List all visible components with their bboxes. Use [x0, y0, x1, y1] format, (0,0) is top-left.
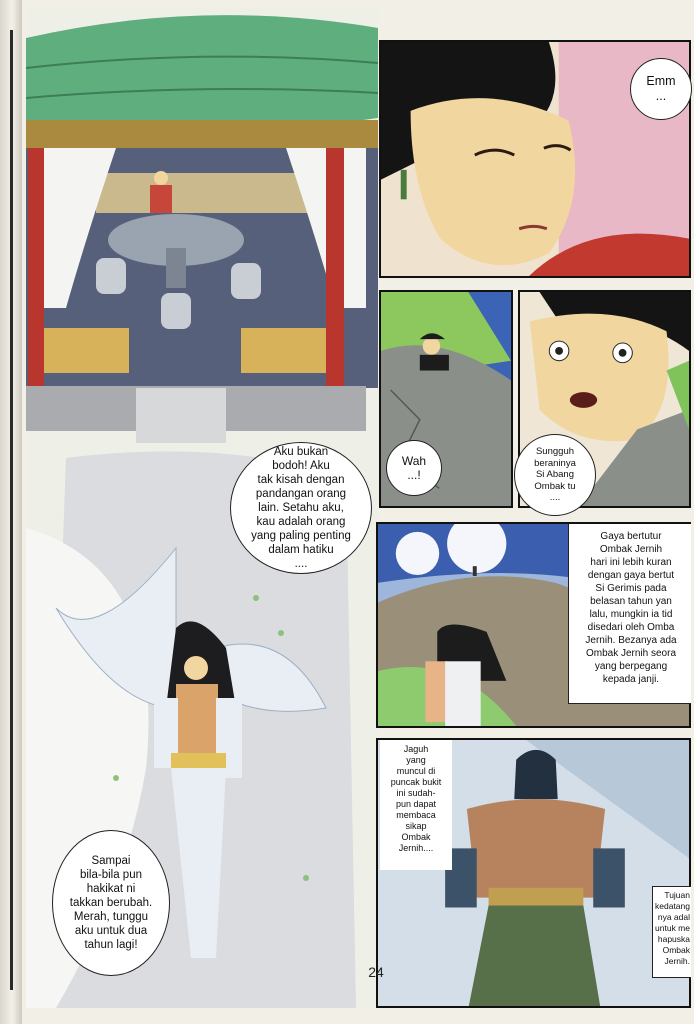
- speech-text-sampai: Sampai bila-bila pun hakikat ni takkan berubah. Merah, tunggu aku untuk dua tahun lagi!: [69, 855, 153, 951]
- speech-balloon-sampai: [52, 830, 170, 976]
- caption-text-tujuan: Tujuan kedatang nya adal untuk me hapuska Ombak Jernih.: [655, 890, 690, 966]
- speech-text-emm: Emm ...: [646, 74, 676, 103]
- page-number: 24: [368, 964, 384, 980]
- caption-gaya-bertutur: [568, 524, 691, 704]
- thought-text-wah: Wah ...!: [401, 454, 427, 482]
- spine-shadow: [10, 30, 13, 990]
- speech-text-aku-bukan: Aku bukan bodoh! Aku tak kisah dengan pandangan orang lain. Setahu aku, kau adalah orang yang paling penting dalam hatiku ....: [251, 446, 351, 570]
- speech-balloon-emm: [630, 58, 692, 120]
- thought-text-sungguh: Sungguh beraninya Si Abang Ombak tu ....: [534, 446, 576, 504]
- caption-jaguh: [380, 740, 452, 870]
- thought-balloon-sungguh: [514, 434, 596, 516]
- caption-text-gaya-bertutur: Gaya bertutur Ombak Jernih hari ini lebih kuran dengan gaya bertut Si Gerimis pada belasan tahun yan lalu, mungkin ia tid disedari oleh Omba Jernih. Bezanya ada Ombak Jernih seora yang berpegang kepada janji.: [585, 531, 677, 685]
- page-spine: [0, 0, 22, 1024]
- thought-balloon-wah: [386, 440, 442, 496]
- speech-balloon-aku-bukan: [230, 442, 372, 574]
- caption-tujuan: [652, 886, 691, 978]
- caption-text-jaguh: Jaguh yang muncul di puncak bukit ini sudah- pun dapat membaca sikap Ombak Jernih....: [390, 744, 442, 853]
